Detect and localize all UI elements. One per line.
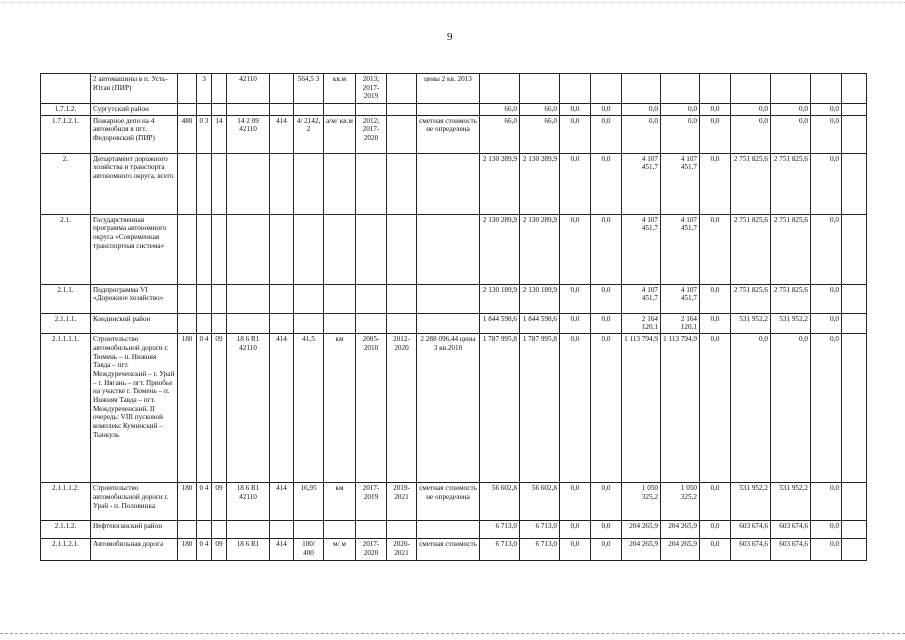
table-cell: 4 107 451,7 — [622, 153, 661, 214]
table-cell — [591, 74, 622, 104]
table-cell: 0,0 — [560, 284, 591, 313]
table-cell: 531 952,2 — [731, 313, 771, 333]
table-cell: 0,0 — [700, 521, 731, 539]
table-cell — [324, 214, 356, 284]
table-row — [41, 115, 867, 153]
table-cell — [842, 104, 867, 116]
table-cell: 0,0 — [731, 115, 771, 153]
table-cell — [842, 313, 867, 333]
table-cell — [417, 153, 480, 214]
table-cell: 531 952,2 — [731, 483, 771, 521]
table-cell — [294, 104, 324, 116]
table-cell — [197, 284, 212, 313]
table-cell — [417, 104, 480, 116]
table-cell: 204 265,9 — [661, 521, 700, 539]
table-cell: а/м/ кв.м — [324, 115, 356, 153]
table-cell: 18 6 R1 42110 — [227, 334, 270, 483]
table-cell: 3 — [197, 74, 212, 104]
table-cell — [842, 74, 867, 104]
table-cell — [842, 214, 867, 284]
table-cell: 480 — [178, 115, 197, 153]
table-cell: 18 6 R1 — [227, 539, 270, 561]
table-cell: 0,0 — [700, 153, 731, 214]
table-cell: сметная стоимость не определена — [417, 115, 480, 153]
table-cell: 0,0 — [731, 104, 771, 116]
table-cell — [480, 74, 520, 104]
table-cell: 66,0 — [520, 115, 560, 153]
table-cell: 0,0 — [700, 483, 731, 521]
table-cell: 0,0 — [560, 115, 591, 153]
table-cell: 0,0 — [811, 313, 842, 333]
table-cell — [417, 521, 480, 539]
table-cell — [842, 153, 867, 214]
table-cell — [270, 153, 294, 214]
table-cell: 2. — [41, 153, 91, 214]
page-number: 9 — [447, 31, 453, 43]
table-cell: Пожарное депо на 4 автомобиля в пгт. Федоровский (ПИР) — [91, 115, 178, 153]
table-cell — [294, 284, 324, 313]
table-cell — [622, 74, 661, 104]
table-cell: 180 — [178, 483, 197, 521]
table-cell: 18 6 R1 42110 — [227, 483, 270, 521]
table-cell: 56 602,8 — [520, 483, 560, 521]
table-row — [41, 334, 867, 483]
table-cell: 0,0 — [560, 521, 591, 539]
table-cell — [197, 521, 212, 539]
table-cell — [294, 313, 324, 333]
table-cell — [178, 214, 197, 284]
table-cell — [294, 214, 324, 284]
table-cell — [270, 104, 294, 116]
table-cell: 2017-2020 — [356, 539, 387, 561]
table-cell: 0 4 — [197, 483, 212, 521]
table-cell: Государственная программа автономного округа «Современная транспортная система» — [91, 214, 178, 284]
table-cell: Нефтеюганский район — [91, 521, 178, 539]
table-cell: 0,0 — [560, 313, 591, 333]
table-cell — [227, 214, 270, 284]
table-cell: 2.1. — [41, 214, 91, 284]
table-cell: 0 4 — [197, 539, 212, 561]
table-cell: 0,0 — [661, 115, 700, 153]
table-cell — [227, 153, 270, 214]
table-cell — [270, 214, 294, 284]
table-cell: 1 844 598,6 — [520, 313, 560, 333]
table-cell: 100/ 400 — [294, 539, 324, 561]
table-cell: 0,0 — [591, 214, 622, 284]
table-cell — [41, 74, 91, 104]
table-cell: 0,0 — [811, 104, 842, 116]
table-cell: 0,0 — [811, 214, 842, 284]
table-cell: 1 113 794,9 — [661, 334, 700, 483]
table-cell — [294, 521, 324, 539]
table-cell: 0,0 — [591, 115, 622, 153]
table-cell: 09 — [212, 539, 227, 561]
table-cell: 0,0 — [591, 104, 622, 116]
table-cell: 0,0 — [700, 104, 731, 116]
table-cell — [356, 153, 387, 214]
table-cell — [212, 104, 227, 116]
table-cell — [178, 74, 197, 104]
table-cell: 2 288 096,44 цены 3 кв.2010 — [417, 334, 480, 483]
table-row — [41, 74, 867, 104]
scan-top-edge — [0, 2, 905, 3]
table-cell: 180 — [178, 539, 197, 561]
table-cell: 2.1.1.1. — [41, 313, 91, 333]
table-cell: 2.1.1.2.1. — [41, 539, 91, 561]
table-cell: 2 130 289,9 — [480, 214, 520, 284]
table-cell — [417, 284, 480, 313]
investment-table — [40, 73, 867, 561]
table-cell: 1 787 995,8 — [480, 334, 520, 483]
table-cell: 0,0 — [811, 284, 842, 313]
table-cell: 41,5 — [294, 334, 324, 483]
table-cell: 1 050 325,2 — [661, 483, 700, 521]
table-cell — [212, 313, 227, 333]
table-cell: Автомобильная дорога — [91, 539, 178, 561]
table-cell: 14 2 09 42110 — [227, 115, 270, 153]
table-cell: 0,0 — [591, 521, 622, 539]
table-cell: 2.1.1.1.1. — [41, 334, 91, 483]
table-cell: 1.7.1.2.1. — [41, 115, 91, 153]
table-cell — [270, 521, 294, 539]
table-cell: 0,0 — [731, 334, 771, 483]
table-cell: 0,0 — [700, 115, 731, 153]
table-cell — [270, 313, 294, 333]
table-cell — [387, 313, 417, 333]
table-cell: 66,0 — [480, 115, 520, 153]
table-cell: км — [324, 334, 356, 483]
table-row — [41, 153, 867, 214]
table-cell: 414 — [270, 334, 294, 483]
table-cell: 2 130 289,9 — [520, 214, 560, 284]
table-cell — [520, 74, 560, 104]
table-cell — [197, 104, 212, 116]
table-row — [41, 483, 867, 521]
table-cell: 1.7.1.2. — [41, 104, 91, 116]
table-cell: 2 164 120,1 — [661, 313, 700, 333]
table-cell: 0,0 — [811, 483, 842, 521]
table-cell — [270, 284, 294, 313]
table-cell: 66,0 — [480, 104, 520, 116]
table-cell: 2013; 2017-2019 — [356, 74, 387, 104]
table-cell — [387, 214, 417, 284]
table-cell: 2019-2021 — [387, 483, 417, 521]
scan-bottom-edge — [0, 633, 905, 634]
table-cell: 2 751 825,6 — [771, 214, 811, 284]
table-cell: 0,0 — [700, 313, 731, 333]
table-cell — [212, 521, 227, 539]
table-cell — [197, 313, 212, 333]
table-cell: Подпрограмма VI «Дорожное хозяйство» — [91, 284, 178, 313]
table-cell: 2.1.1.1.2. — [41, 483, 91, 521]
table-cell: 0,0 — [661, 104, 700, 116]
table-cell — [324, 521, 356, 539]
table-row — [41, 313, 867, 333]
table-cell — [387, 521, 417, 539]
table-cell: 09 — [212, 334, 227, 483]
table-cell: 204 265,9 — [622, 539, 661, 561]
table-cell: Строительство автомобильной дороги г. Урай - п. Половинка — [91, 483, 178, 521]
table-cell: 531 952,2 — [771, 483, 811, 521]
table-cell: 2 751 825,6 — [771, 153, 811, 214]
table-cell — [387, 104, 417, 116]
table-cell — [324, 153, 356, 214]
table-cell: 2 751 825,6 — [731, 153, 771, 214]
table-cell: 603 674,6 — [771, 521, 811, 539]
table-row — [41, 214, 867, 284]
table-cell: Сургутский район — [91, 104, 178, 116]
table-cell — [700, 74, 731, 104]
table-row — [41, 521, 867, 539]
table-row — [41, 284, 867, 313]
table-cell: 0,0 — [811, 521, 842, 539]
table-cell — [387, 74, 417, 104]
table-cell — [560, 74, 591, 104]
table-cell: 6 713,0 — [480, 539, 520, 561]
table-cell: 564,5 3 — [294, 74, 324, 104]
table-cell: 603 674,6 — [731, 521, 771, 539]
table-cell: 4 107 451,7 — [622, 214, 661, 284]
table-cell: 4 107 451,7 — [661, 214, 700, 284]
table-cell: 2.1.1. — [41, 284, 91, 313]
table-cell: 0,0 — [700, 539, 731, 561]
table-cell: сметная стоимость не определена — [417, 483, 480, 521]
table-cell: 2 130 189,9 — [480, 284, 520, 313]
table-cell: 603 674,6 — [731, 539, 771, 561]
table-cell — [212, 284, 227, 313]
table-cell: 0,0 — [591, 153, 622, 214]
table-cell: 14 — [212, 115, 227, 153]
table-cell — [356, 284, 387, 313]
table-cell — [842, 521, 867, 539]
table-cell: сметная стоимость — [417, 539, 480, 561]
table-cell: 204 265,9 — [661, 539, 700, 561]
table-cell: м/ м — [324, 539, 356, 561]
table-cell — [227, 104, 270, 116]
table-cell — [842, 539, 867, 561]
table-cell: Строительство автомобильной дороги г. Тюмень – п. Нижняя Тавда – пгт. Междуреченский – г. Урай – г. Нягань – пгт. Приобье на участке г. Тюмень – п. Нижняя Тавда – пгт. Междуреченский. II очередь: VIII пусковой комплекс Куминский – Тынкуль — [91, 334, 178, 483]
table-cell — [197, 214, 212, 284]
table-cell — [324, 284, 356, 313]
table-cell: 2 130 189,9 — [520, 284, 560, 313]
table-cell: 66,0 — [520, 104, 560, 116]
table-cell: Кондинский район — [91, 313, 178, 333]
table-cell: 0,0 — [591, 313, 622, 333]
table-cell — [212, 214, 227, 284]
table-cell: 2012; 2017-2020 — [356, 115, 387, 153]
table-cell — [227, 313, 270, 333]
table-cell: 2 130 289,9 — [480, 153, 520, 214]
table-cell: 2020-2021 — [387, 539, 417, 561]
table-cell: 0 4 — [197, 334, 212, 483]
table-cell: 6 713,0 — [480, 521, 520, 539]
table-cell: 0,0 — [811, 115, 842, 153]
table-cell: 0,0 — [591, 334, 622, 483]
table-cell — [842, 334, 867, 483]
table-cell — [842, 284, 867, 313]
table-cell: 42110 — [227, 74, 270, 104]
table-cell: 0,0 — [560, 214, 591, 284]
table-cell: 0,0 — [771, 115, 811, 153]
table-cell: 0,0 — [560, 153, 591, 214]
table-cell — [197, 153, 212, 214]
table-cell: 0,0 — [771, 334, 811, 483]
table-cell: 204 265,9 — [622, 521, 661, 539]
table-cell: 4 107 451,7 — [661, 284, 700, 313]
table-cell: цены 2 кв. 2013 — [417, 74, 480, 104]
table-cell: Департамент дорожного хозяйства и транспорта автономного округа, всего — [91, 153, 178, 214]
table-cell: 0,0 — [700, 334, 731, 483]
table-cell: км — [324, 483, 356, 521]
table-cell: 2 164 120,1 — [622, 313, 661, 333]
table-cell: 414 — [270, 539, 294, 561]
table-cell — [356, 104, 387, 116]
table-cell: 0 3 — [197, 115, 212, 153]
table-cell: 0,0 — [811, 334, 842, 483]
table-cell: 6 713,0 — [520, 539, 560, 561]
table-cell: 4 107 451,7 — [622, 284, 661, 313]
table-cell — [178, 284, 197, 313]
table-cell — [178, 153, 197, 214]
table-cell — [178, 521, 197, 539]
table-cell — [178, 313, 197, 333]
table-cell: 0,0 — [560, 483, 591, 521]
table-cell: 603 674,6 — [771, 539, 811, 561]
table-cell: 180 — [178, 334, 197, 483]
table-cell: 414 — [270, 483, 294, 521]
table-cell: 2 751 825,6 — [731, 214, 771, 284]
table-cell: 2 751 825,6 — [771, 284, 811, 313]
table-cell: 6 713,0 — [520, 521, 560, 539]
table-cell: 0,0 — [622, 104, 661, 116]
table-row — [41, 104, 867, 116]
table-cell — [387, 115, 417, 153]
table-cell: 414 — [270, 115, 294, 153]
table-cell — [842, 483, 867, 521]
table-cell — [387, 284, 417, 313]
table-cell: 2.1.1.2. — [41, 521, 91, 539]
table-cell: 0,0 — [560, 539, 591, 561]
table-cell: 2 130 289,9 — [520, 153, 560, 214]
table-cell: 0,0 — [700, 284, 731, 313]
table-cell — [356, 313, 387, 333]
table-cell: 4/ 2142, 2 — [294, 115, 324, 153]
table-cell: 16,95 — [294, 483, 324, 521]
table-cell: 4 107 451,7 — [661, 153, 700, 214]
table-cell: 0,0 — [811, 539, 842, 561]
table-row — [41, 539, 867, 561]
table-cell: 2012-2020 — [387, 334, 417, 483]
table-cell — [270, 74, 294, 104]
table-cell — [227, 284, 270, 313]
table-cell: 2017-2019 — [356, 483, 387, 521]
table-cell — [417, 313, 480, 333]
table-cell: 0,0 — [591, 483, 622, 521]
table-cell: 2 751 825,6 — [731, 284, 771, 313]
table-cell: 1 844 598,6 — [480, 313, 520, 333]
table-cell — [417, 214, 480, 284]
table-cell — [324, 313, 356, 333]
table-cell — [661, 74, 700, 104]
table-cell: 1 787 995,8 — [520, 334, 560, 483]
table-cell — [811, 74, 842, 104]
table-cell: 0,0 — [700, 214, 731, 284]
table-cell: кв.м — [324, 74, 356, 104]
table-cell: 0,0 — [560, 104, 591, 116]
table-cell: 1 050 325,2 — [622, 483, 661, 521]
table-cell: 0,0 — [811, 153, 842, 214]
table-cell: 531 952,2 — [771, 313, 811, 333]
table-cell — [294, 153, 324, 214]
table-cell — [324, 104, 356, 116]
table-cell — [731, 74, 771, 104]
table-cell — [771, 74, 811, 104]
table-cell — [387, 153, 417, 214]
table-cell: 2 автомашины в п. Усть-Юган (ПИР) — [91, 74, 178, 104]
table-cell: 2005-2010 — [356, 334, 387, 483]
table-cell: 0,0 — [560, 334, 591, 483]
table-cell: 0,0 — [771, 104, 811, 116]
table-cell — [212, 74, 227, 104]
table-cell: 0,0 — [591, 539, 622, 561]
table-cell — [356, 214, 387, 284]
table-cell: 0,0 — [622, 115, 661, 153]
table-cell: 56 602,8 — [480, 483, 520, 521]
table-cell: 1 113 794,9 — [622, 334, 661, 483]
table-cell — [356, 521, 387, 539]
table-cell: 09 — [212, 483, 227, 521]
table-cell — [178, 104, 197, 116]
table-cell — [212, 153, 227, 214]
table-cell: 0,0 — [591, 284, 622, 313]
table-cell — [842, 115, 867, 153]
table-cell — [227, 521, 270, 539]
